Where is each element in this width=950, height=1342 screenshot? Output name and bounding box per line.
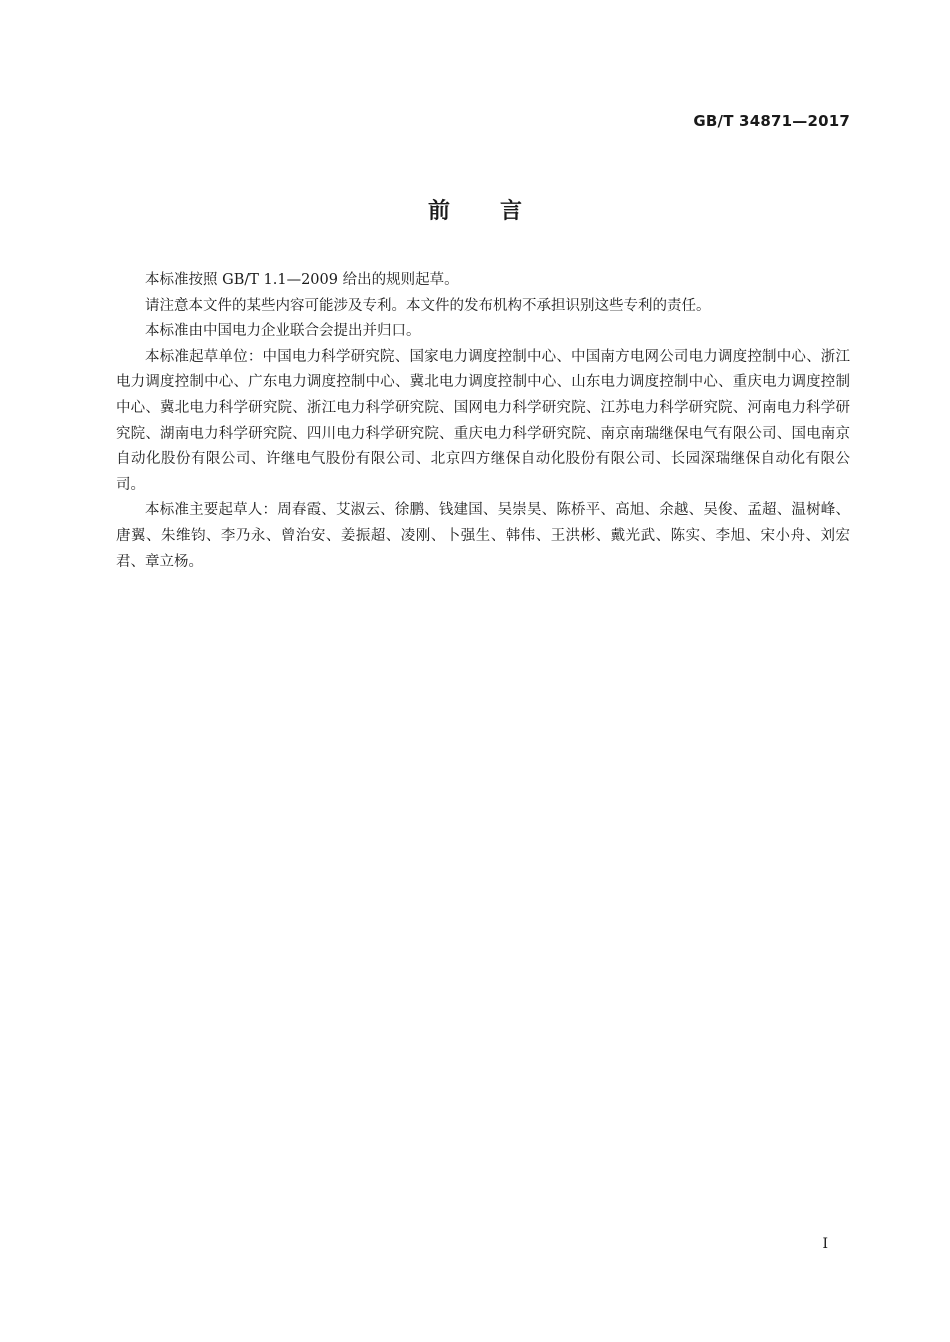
paragraph-proposer: 本标准由中国电力企业联合会提出并归口。 xyxy=(145,323,421,340)
standard-number: GB/T 34871—2017 xyxy=(693,112,850,130)
paragraph-drafting-rules: 本标准按照 GB/T 1.1—2009 给出的规则起草。 xyxy=(145,272,459,288)
page-number: I xyxy=(822,1236,828,1252)
paragraph-patent-notice: 请注意本文件的某些内容可能涉及专利。本文件的发布机构不承担识别这些专利的责任。 xyxy=(145,297,711,314)
page-title: 前言 xyxy=(427,199,572,224)
paragraph-drafters: 本标准主要起草人：周春霞、艾淑云、徐鹏、钱建国、吴崇昊、陈桥平、高旭、余越、吴俊、孟超、温树峰、唐翼、朱维钧、李乃永、曾治安、姜振超、凌刚、卜强生、韩伟、王洪彬、戴光武、陈实、李旭、宋小舟、刘宏君、章立杨。 xyxy=(116,502,850,570)
paragraph-drafting-units: 本标准起草单位：中国电力科学研究院、国家电力调度控制中心、中国南方电网公司电力调度控制中心、浙江电力调度控制中心、广东电力调度控制中心、冀北电力调度控制中心、山东电力调度控制中心、重庆电力调度控制中心、冀北电力科学研究院、浙江电力科学研究院、国网电力科学研究院、江苏电力科学研究院、河南电力科学研究院、湖南电力科学研究院、四川电力科学研究院、重庆电力科学研究院、南京南瑞继保电气有限公司、国电南京自动化股份有限公司、许继电气股份有限公司、北京四方继保自动化股份有限公司、长园深瑞继保自动化有限公司。 xyxy=(116,348,850,493)
foreword-body xyxy=(116,268,850,575)
